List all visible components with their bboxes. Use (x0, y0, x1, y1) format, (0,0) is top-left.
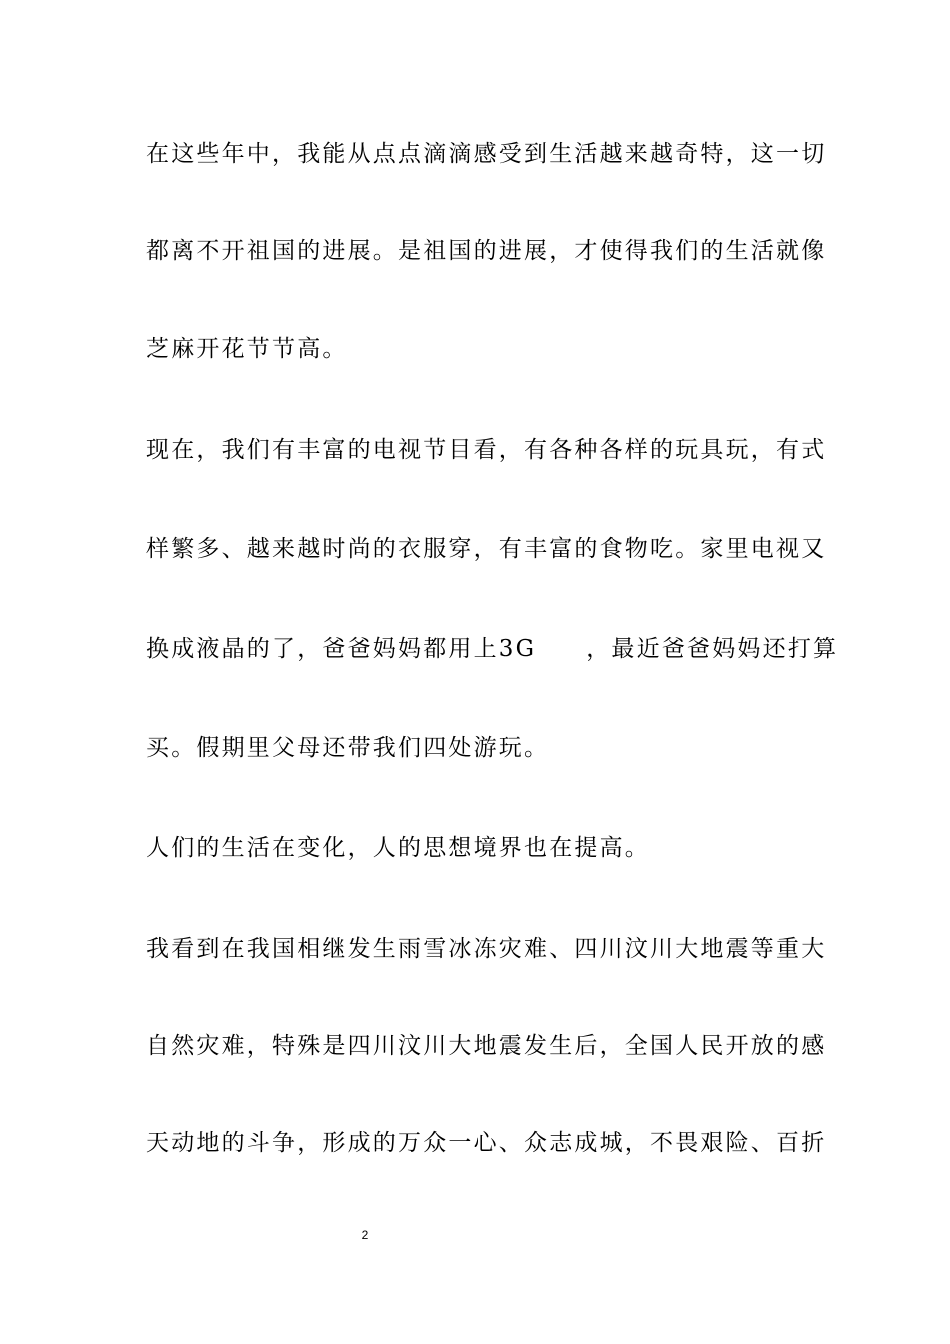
text-line: 都离不开祖国的进展。是祖国的进展，才使得我们的生活就像 (146, 238, 827, 264)
text-line: 自然灾难，特殊是四川汶川大地震发生后，全国人民开放的感 (146, 1033, 827, 1059)
text-line: 芝麻开花节节高。 (146, 336, 348, 362)
text-line: 人们的生活在变化，人的思想境界也在提高。 (146, 835, 650, 861)
text-line: 我看到在我国相继发生雨雪冰冻灾难、四川汶川大地震等重大 (146, 936, 827, 962)
text-line: 现在，我们有丰富的电视节目看，有各种各样的玩具玩，有式 (146, 437, 827, 463)
page-number: 2 (361, 1228, 369, 1242)
text-line: 样繁多、越来越时尚的衣服穿，有丰富的食物吃。家里电视又 (146, 536, 827, 562)
text-line: 天动地的斗争，形成的万众一心、众志成城，不畏艰险、百折 (146, 1130, 827, 1156)
text-line: 买。假期里父母还带我们四处游玩。 (146, 735, 550, 761)
text-line (146, 634, 839, 664)
text-segment: ，最近爸爸妈妈还打算 (586, 636, 839, 662)
text-line: 在这些年中，我能从点点滴滴感受到生活越来越奇特，这一切 (146, 141, 827, 167)
text-segment: 换成液晶的了，爸爸妈妈都用上3G (146, 636, 537, 662)
